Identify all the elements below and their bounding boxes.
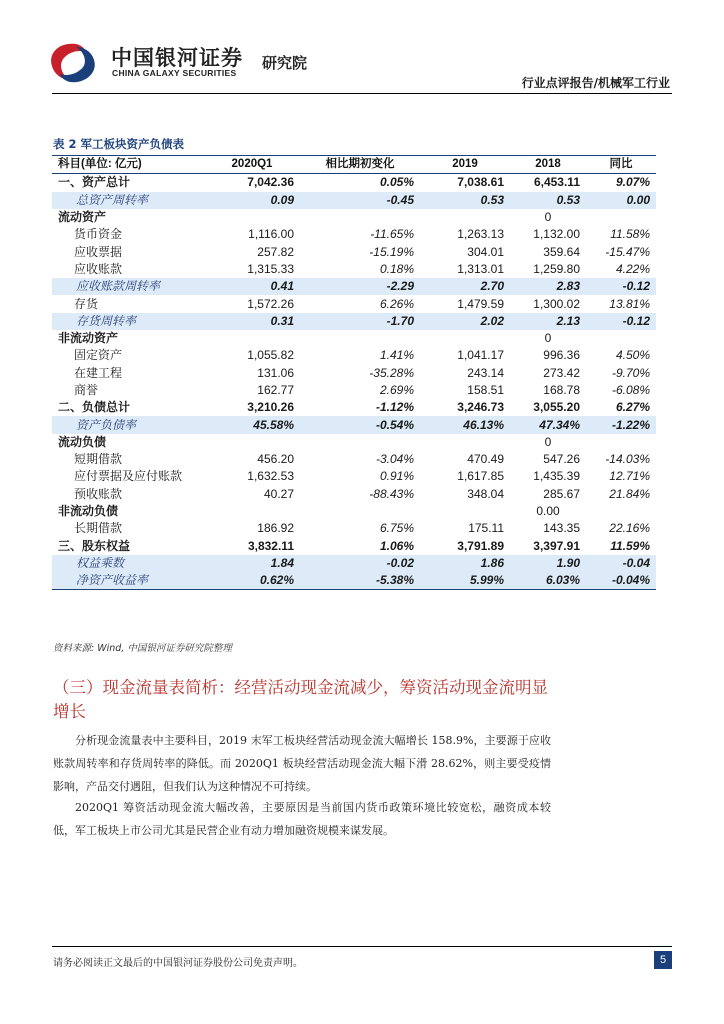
- row-item: 商誉: [74, 383, 99, 397]
- cell-yoy: 0.00: [586, 192, 656, 209]
- cell-change: -5.38%: [300, 572, 420, 590]
- row-item: 应付票据及应付账款: [74, 469, 183, 484]
- cell-2020q1: 257.82: [257, 244, 294, 259]
- cell-yoy: 4.50%: [615, 348, 650, 363]
- cell-2018: 1.90: [510, 555, 586, 572]
- cell-change: 1.06%: [379, 538, 414, 553]
- cell-2020q1: 1,116.00: [248, 227, 294, 242]
- cell-2018: 0.53: [510, 192, 586, 209]
- cell-2018: 143.35: [543, 521, 580, 536]
- table-row: [52, 243, 656, 260]
- cell-2020q1: 456.20: [257, 452, 294, 467]
- table-row: [52, 468, 656, 485]
- row-item: 流动资产: [58, 210, 107, 225]
- cell-change: [300, 503, 420, 520]
- header-2019: 2019: [452, 158, 478, 171]
- cell-2019: 3,246.73: [457, 400, 504, 415]
- cell-2019: [420, 209, 510, 226]
- row-item: 净资产收益率: [52, 572, 204, 590]
- cell-change: -15.19%: [369, 244, 414, 259]
- row-item: 资产负债率: [52, 416, 204, 433]
- cell-2018: 996.36: [543, 348, 580, 363]
- table-row: [52, 313, 656, 330]
- cell-2020q1: 45.58%: [204, 416, 300, 433]
- cell-2019: 7,038.61: [457, 175, 504, 190]
- cell-2018: 1,132.00: [533, 227, 580, 242]
- table-row: [52, 399, 656, 416]
- row-item: 预收账款: [74, 486, 123, 501]
- cell-yoy: [586, 434, 656, 451]
- row-item: 应收票据: [74, 244, 123, 259]
- cell-change: [300, 209, 420, 226]
- cell-yoy: 11.58%: [610, 227, 650, 242]
- cell-2018: 359.64: [543, 244, 580, 259]
- row-item: 一、资产总计: [58, 175, 131, 190]
- page-number: 5: [654, 951, 672, 969]
- row-item: 应收账款周转率: [52, 278, 204, 295]
- row-item: 存货周转率: [52, 313, 204, 330]
- cell-change: [300, 330, 420, 347]
- row-item: 固定资产: [74, 348, 123, 363]
- logo-chinese-name: 中国银河证券: [111, 46, 243, 70]
- cell-yoy: -0.12: [586, 278, 656, 295]
- cell-2018: 3,055.20: [533, 400, 580, 415]
- cell-2020q1: 186.92: [257, 521, 294, 536]
- cell-2019: 46.13%: [420, 416, 510, 433]
- table-header-row: [52, 156, 656, 174]
- table-row: [52, 365, 656, 382]
- cell-2020q1: 0.31: [204, 313, 300, 330]
- cell-2018: 273.42: [543, 365, 580, 380]
- cell-2020q1: 3,210.26: [247, 400, 294, 415]
- balance-sheet-table: [52, 155, 656, 590]
- table-row: [52, 382, 656, 399]
- cell-2019: 0.53: [420, 192, 510, 209]
- cell-yoy: -6.08%: [611, 383, 650, 397]
- cell-yoy: -9.70%: [611, 365, 650, 380]
- cell-yoy: -14.03%: [605, 452, 650, 467]
- cell-2020q1: 40.27: [263, 486, 294, 501]
- cell-2020q1: 1,055.82: [247, 348, 294, 363]
- cell-2018: 6.03%: [510, 572, 586, 590]
- cell-2019: 175.11: [468, 521, 504, 536]
- cell-change: -88.43%: [369, 486, 414, 501]
- institute-label: 研究院: [262, 54, 308, 72]
- cell-2018: 1,435.39: [533, 469, 580, 484]
- cell-yoy: -0.04: [586, 555, 656, 572]
- cell-yoy: 22.16%: [609, 521, 650, 536]
- cell-2018: 547.26: [543, 452, 580, 467]
- cell-change: -0.02: [300, 555, 420, 572]
- cell-change: -1.70: [300, 313, 420, 330]
- table-row: [52, 192, 656, 209]
- row-item: 短期借款: [74, 452, 123, 467]
- cell-change: 1.41%: [379, 348, 414, 363]
- table-row: [52, 347, 656, 364]
- cell-change: 0.05%: [379, 175, 414, 190]
- row-item: 在建工程: [74, 365, 123, 380]
- cell-yoy: 12.71%: [609, 469, 650, 484]
- cell-yoy: [586, 209, 656, 226]
- header-change: 相比期初变化: [325, 158, 395, 171]
- header-yoy: 同比: [609, 158, 633, 171]
- row-item: 应收账款: [74, 261, 123, 276]
- cell-change: -11.65%: [370, 227, 414, 242]
- row-item: 流动负债: [58, 434, 107, 449]
- cell-change: 0.91%: [379, 469, 414, 484]
- row-item: 非流动资产: [58, 331, 119, 346]
- cell-yoy: -15.47%: [605, 244, 650, 259]
- header-2020q1: 2020Q1: [231, 158, 273, 171]
- cell-change: -0.54%: [300, 416, 420, 433]
- row-item: 二、负债总计: [58, 400, 131, 415]
- cell-change: [300, 434, 420, 451]
- galaxy-logo-icon: [46, 40, 100, 86]
- row-item: 货币资金: [74, 227, 123, 242]
- cell-yoy: -0.04%: [586, 572, 656, 590]
- cell-2019: 5.99%: [420, 572, 510, 590]
- cell-2019: 1,313.01: [457, 261, 504, 276]
- cell-yoy: 4.22%: [615, 261, 650, 276]
- cell-2019: 2.70: [420, 278, 510, 295]
- cell-yoy: [586, 330, 656, 347]
- cell-change: -3.04%: [375, 452, 414, 467]
- table-row: [52, 416, 656, 433]
- cell-2018: 3,397.91: [533, 538, 580, 553]
- row-item: 总资产周转率: [52, 192, 204, 209]
- table-row: [52, 261, 656, 278]
- cell-2019: 2.02: [420, 313, 510, 330]
- cell-yoy: 6.27%: [615, 400, 650, 415]
- cell-2020q1: [204, 209, 300, 226]
- body-paragraph: 分析现金流量表中主要科目，2019 末军工板块经营活动现金流大幅增长 158.9%，主要源于应收账款周转率和存货周转率的降低。而 2020Q1 板块经营活动现金流大幅下滑 28.62%，则主要受疫情影响，产品交付遇阻，但我们认为这种情况不可持续。: [53, 734, 551, 793]
- cell-2020q1: 1.84: [204, 555, 300, 572]
- footer-disclaimer: 请务必阅读正文最后的中国银河证券股份公司免责声明。: [53, 958, 303, 969]
- cell-2020q1: [204, 330, 300, 347]
- cell-2019: [420, 503, 510, 520]
- row-item: 非流动负债: [58, 504, 119, 519]
- cell-2018: 0.00: [536, 504, 560, 519]
- cell-2018: 2.13: [510, 313, 586, 330]
- header-divider: [52, 93, 672, 94]
- table-row: [52, 451, 656, 468]
- cell-2020q1: 3,832.11: [247, 538, 294, 553]
- cell-2019: 348.04: [467, 486, 504, 501]
- cell-2020q1: [204, 503, 300, 520]
- cell-2019: [420, 434, 510, 451]
- table-row: [52, 330, 656, 347]
- table-row: [52, 572, 656, 590]
- row-item: 权益乘数: [52, 555, 204, 572]
- cell-2019: 158.51: [467, 383, 504, 397]
- cell-2018: 1,259.80: [533, 261, 580, 276]
- cell-yoy: 13.81%: [609, 296, 650, 311]
- header-2018: 2018: [535, 158, 561, 171]
- cell-2020q1: 0.41: [204, 278, 300, 295]
- table-row: [52, 486, 656, 503]
- cell-change: -1.12%: [375, 400, 414, 415]
- row-item: 三、股东权益: [58, 538, 131, 553]
- cell-2018: 0: [544, 434, 552, 449]
- cell-2019: [420, 330, 510, 347]
- cell-2019: 470.49: [467, 452, 504, 467]
- cell-2020q1: 131.06: [257, 365, 294, 380]
- cell-yoy: 11.59%: [610, 538, 650, 553]
- row-item: 存货: [74, 296, 99, 311]
- cell-2019: 1,479.59: [457, 296, 504, 311]
- cell-2018: 168.78: [543, 383, 580, 397]
- cell-yoy: -0.12: [586, 313, 656, 330]
- table-row: [52, 295, 656, 312]
- table-row: [52, 434, 656, 451]
- table-row: [52, 520, 656, 537]
- cell-2020q1: 1,315.33: [247, 261, 294, 276]
- cell-yoy: 9.07%: [615, 175, 650, 190]
- body-paragraph: 2020Q1 筹资活动现金流大幅改善，主要原因是当前国内货币政策环境比较宽松，融资成本较低，军工板块上市公司尤其是民营企业有动力增加融资规模来谋发展。: [53, 801, 551, 837]
- cell-2019: 1,263.13: [457, 227, 504, 242]
- cell-2018: 0: [544, 331, 552, 346]
- cell-change: 2.69%: [379, 383, 414, 397]
- cell-2018: 47.34%: [510, 416, 586, 433]
- table-row: [52, 174, 656, 192]
- cell-2019: 243.14: [467, 365, 504, 380]
- cell-2019: 1,617.85: [457, 469, 504, 484]
- cell-change: -2.29: [300, 278, 420, 295]
- table-source-note: 资料来源: Wind, 中国银河证券研究院整理: [53, 643, 232, 654]
- table-title: 表 2 军工板块资产负债表: [53, 137, 185, 151]
- cell-2018: 6,453.11: [533, 175, 580, 190]
- logo-english-name: CHINA GALAXY SECURITIES: [112, 68, 237, 78]
- cell-yoy: 21.84%: [609, 486, 650, 501]
- cell-2020q1: 1,572.26: [247, 296, 294, 311]
- table-row: [52, 503, 656, 520]
- cell-2019: 1,041.17: [457, 348, 504, 363]
- table-row: [52, 278, 656, 295]
- footer-divider: [52, 946, 672, 947]
- table-row: [52, 226, 656, 243]
- cell-2018: 285.67: [543, 486, 580, 501]
- report-type-label: 行业点评报告/机械军工行业: [521, 76, 670, 90]
- cell-2020q1: 7,042.36: [247, 175, 294, 190]
- cell-2020q1: 0.62%: [204, 572, 300, 590]
- cell-change: 6.26%: [379, 296, 414, 311]
- cell-change: -35.28%: [369, 365, 414, 380]
- table-row: [52, 538, 656, 555]
- cell-2020q1: 1,632.53: [247, 469, 294, 484]
- row-item: 长期借款: [74, 521, 123, 536]
- cell-2020q1: [204, 434, 300, 451]
- cell-2020q1: 0.09: [204, 192, 300, 209]
- cell-change: 6.75%: [379, 521, 414, 536]
- cell-2019: 304.01: [467, 244, 504, 259]
- cell-2018: 1,300.02: [533, 296, 580, 311]
- section-heading: （三）现金流量表简析：经营活动现金流减少，筹资活动现金流明显增长: [53, 678, 548, 721]
- cell-2019: 1.86: [420, 555, 510, 572]
- cell-change: 0.18%: [379, 261, 414, 276]
- table-row: [52, 555, 656, 572]
- cell-yoy: [586, 503, 656, 520]
- cell-2020q1: 162.77: [257, 383, 294, 397]
- cell-2018: 2.83: [510, 278, 586, 295]
- cell-2018: 0: [544, 210, 552, 225]
- cell-2019: 3,791.89: [457, 538, 504, 553]
- cell-yoy: -1.22%: [586, 416, 656, 433]
- table-row: [52, 209, 656, 226]
- header-item: 科目(单位: 亿元): [58, 158, 142, 171]
- cell-change: -0.45: [300, 192, 420, 209]
